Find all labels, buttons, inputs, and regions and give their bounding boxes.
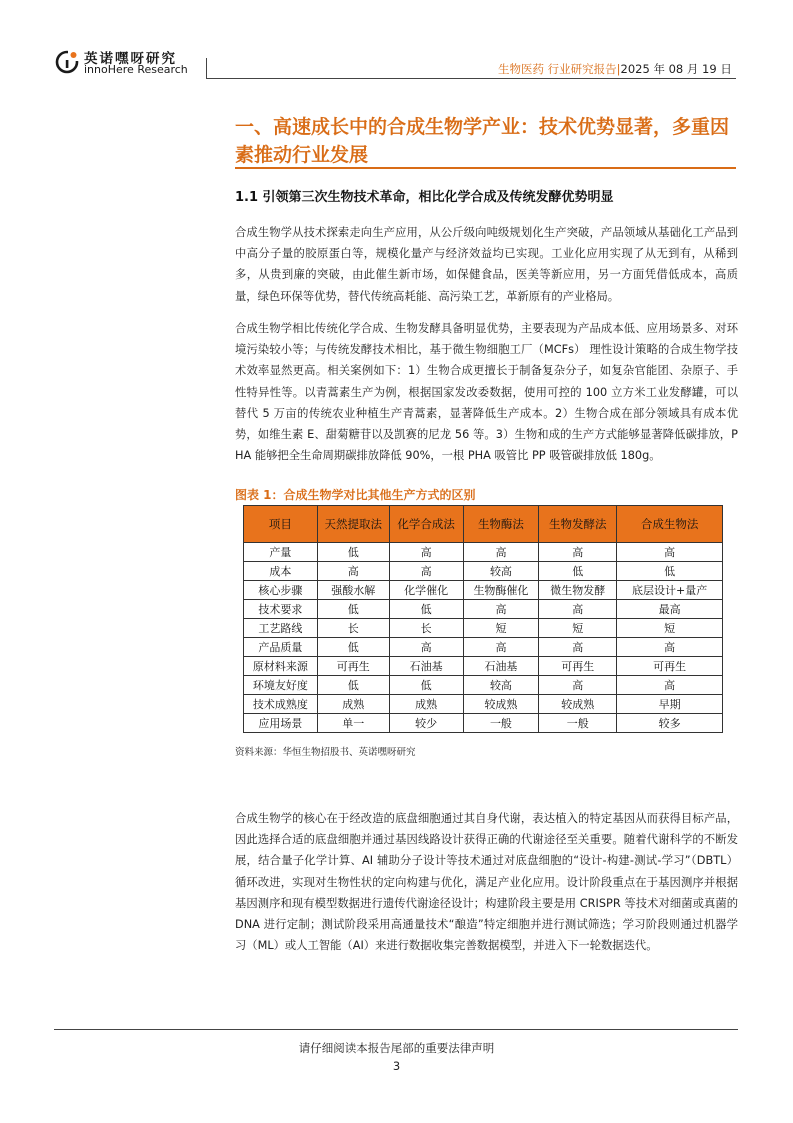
table-cell: 高 (539, 600, 617, 619)
table-row-label: 环境友好度 (244, 676, 318, 695)
table-cell: 石油基 (389, 657, 463, 676)
table-cell: 强酸水解 (317, 581, 389, 600)
table-row-label: 工艺路线 (244, 619, 318, 638)
report-category: 生物医药 行业研究报告 (498, 62, 617, 76)
table-cell: 长 (389, 619, 463, 638)
table-row (244, 619, 723, 638)
table-cell: 低 (317, 676, 389, 695)
table-row-label: 技术成熟度 (244, 695, 318, 714)
table-cell: 高 (539, 638, 617, 657)
table-cell: 高 (389, 638, 463, 657)
table-cell: 长 (317, 619, 389, 638)
legal-notice: 请仔细阅读本报告尾部的重要法律声明 (298, 1041, 495, 1055)
table-row-label: 核心步骤 (244, 581, 318, 600)
table-row (244, 714, 723, 733)
table-cell: 低 (317, 600, 389, 619)
table-header-cell: 生物酶法 (463, 506, 539, 543)
logo-icon (54, 49, 80, 75)
logo-chinese-name: 英诺嘿呀研究 (84, 51, 177, 67)
table-cell: 较少 (389, 714, 463, 733)
table-cell: 微生物发酵 (539, 581, 617, 600)
header-rule (206, 78, 736, 79)
table-header-cell: 合成生物法 (617, 506, 723, 543)
table-body (244, 543, 723, 733)
table-cell: 低 (389, 600, 463, 619)
table-header-row (244, 506, 723, 543)
section-title: 一、高速成长中的合成生物学产业：技术优势显著，多重因素推动行业发展 (235, 116, 730, 166)
table-cell: 高 (617, 638, 723, 657)
header-meta (498, 61, 732, 77)
logo-english-name: innoHere Research (84, 63, 188, 76)
table-cell: 短 (539, 619, 617, 638)
figure-title: 图表 1：合成生物学对比其他生产方式的区别 (235, 488, 476, 502)
table-cell: 短 (463, 619, 539, 638)
table-cell: 化学催化 (389, 581, 463, 600)
table-cell: 较高 (463, 562, 539, 581)
header-divider-vertical (206, 58, 207, 79)
table-cell: 高 (463, 543, 539, 562)
table-header-cell: 化学合成法 (389, 506, 463, 543)
header-separator: | (616, 62, 621, 76)
table-cell: 成熟 (389, 695, 463, 714)
table-row (244, 543, 723, 562)
table-cell: 低 (317, 638, 389, 657)
table-cell: 低 (539, 562, 617, 581)
table-row-label: 成本 (244, 562, 318, 581)
table-cell: 可再生 (317, 657, 389, 676)
table-cell: 高 (539, 543, 617, 562)
table-cell: 早期 (617, 695, 723, 714)
table-row (244, 657, 723, 676)
table-cell: 较高 (463, 676, 539, 695)
table-cell: 低 (317, 543, 389, 562)
table-cell: 可再生 (617, 657, 723, 676)
table-cell: 可再生 (539, 657, 617, 676)
paragraph-1: 合成生物学从技术探索走向生产应用，从公斤级向吨级规划化生产突破，产品领域从基础化工产品到中高分子量的胶原蛋白等，规模化量产与经济效益均已实现。工业化应用实现了从无到有，从稀到多，从贵到廉的突破，由此催生新市场，如保健食品，医美等新应用，另一方面凭借低成本，高质量，绿色环保等优势，替代传统高耗能、高污染工艺，革新原有的产业格局。 (235, 226, 738, 303)
table-cell: 低 (389, 676, 463, 695)
table-cell: 石油基 (463, 657, 539, 676)
table-cell: 最高 (617, 600, 723, 619)
comparison-table (243, 505, 723, 733)
table-row (244, 638, 723, 657)
table-cell: 一般 (539, 714, 617, 733)
table-row (244, 581, 723, 600)
table-cell: 短 (617, 619, 723, 638)
table-cell: 高 (463, 600, 539, 619)
table-row (244, 695, 723, 714)
table-cell: 底层设计+量产 (617, 581, 723, 600)
table-cell: 高 (463, 638, 539, 657)
section-title-underline (235, 167, 736, 169)
table-cell: 高 (317, 562, 389, 581)
table-cell: 高 (389, 543, 463, 562)
table-cell: 生物酶催化 (463, 581, 539, 600)
page-number: 3 (392, 1059, 401, 1073)
footer-rule (54, 1029, 738, 1030)
report-date: 2025 年 08 月 19 日 (620, 62, 732, 76)
table-row-label: 原材料来源 (244, 657, 318, 676)
table-row-label: 应用场景 (244, 714, 318, 733)
table-cell: 成熟 (317, 695, 389, 714)
table-cell: 低 (617, 562, 723, 581)
paragraph-2: 合成生物学相比传统化学合成、生物发酵具备明显优势，主要表现为产品成本低、应用场景多、对环境污染较小等；与传统发酵技术相比，基于微生物细胞工厂（MCFs） 理性设计策略的合成生物学技术效率显然更高。相关案例如下：1）生物合成更擅长于制备复杂分子，如复杂官能团、杂原子、手性特异性等。以青蒿素生产为例，根据国家发改委数据，使用可控的 100 立方米工业发酵罐，可以替代 5 万亩的传统农业种植生产青蒿素，显著降低生产成本。2）生物合成在部分领域具有成本优势，如维生素 E、甜菊糖苷以及凯赛的尼龙 56 等。3）生物和成的生产方式能够显著降低碳排放，PHA 能够把全生命周期碳排放降低 90%，一根 PHA 吸管比 PP 吸管碳排放低 180g。 (235, 322, 738, 463)
logo (54, 45, 204, 79)
subsection-title: 1.1 引领第三次生物技术革命，相比化学合成及传统发酵优势明显 (235, 190, 614, 205)
table-header-cell: 天然提取法 (317, 506, 389, 543)
table-cell: 较多 (617, 714, 723, 733)
table-row (244, 676, 723, 695)
paragraph-3: 合成生物学的核心在于经改造的底盘细胞通过其自身代谢，表达植入的特定基因从而获得目标产品，因此选择合适的底盘细胞并通过基因线路设计获得正确的代谢途径至关重要。随着代谢科学的不断发展，结合量子化学计算、AI 辅助分子设计等技术通过对底盘细胞的“设计-构建-测试-学习”（DBTL）循环改进，实现对生物性状的定向构建与优化，满足产业化应用。设计阶段重点在于基因测序并根据基因测序和现有模型数据进行遗传代谢途径设计；构建阶段主要是用 CRISPR 等技术对细菌或真菌的 DNA 进行定制；测试阶段采用高通量技术“酿造”特定细胞并进行测试筛选；学习阶段则通过机器学习（ML）或人工智能（AI）来进行数据收集完善数据模型，并进入下一轮数据迭代。 (235, 812, 738, 953)
table-cell: 较成熟 (463, 695, 539, 714)
table-row (244, 600, 723, 619)
figure-source: 资料来源：华恒生物招股书、英诺嘿呀研究 (235, 747, 416, 758)
table-row (244, 562, 723, 581)
table-cell: 一般 (463, 714, 539, 733)
table-cell: 高 (389, 562, 463, 581)
table-cell: 较成熟 (539, 695, 617, 714)
table-cell: 高 (539, 676, 617, 695)
table-row-label: 技术要求 (244, 600, 318, 619)
table-row-label: 产量 (244, 543, 318, 562)
table-header-cell: 生物发酵法 (539, 506, 617, 543)
table-header-cell: 项目 (244, 506, 318, 543)
table-cell: 单一 (317, 714, 389, 733)
table-cell: 高 (617, 676, 723, 695)
table-row-label: 产品质量 (244, 638, 318, 657)
table-cell: 高 (617, 543, 723, 562)
